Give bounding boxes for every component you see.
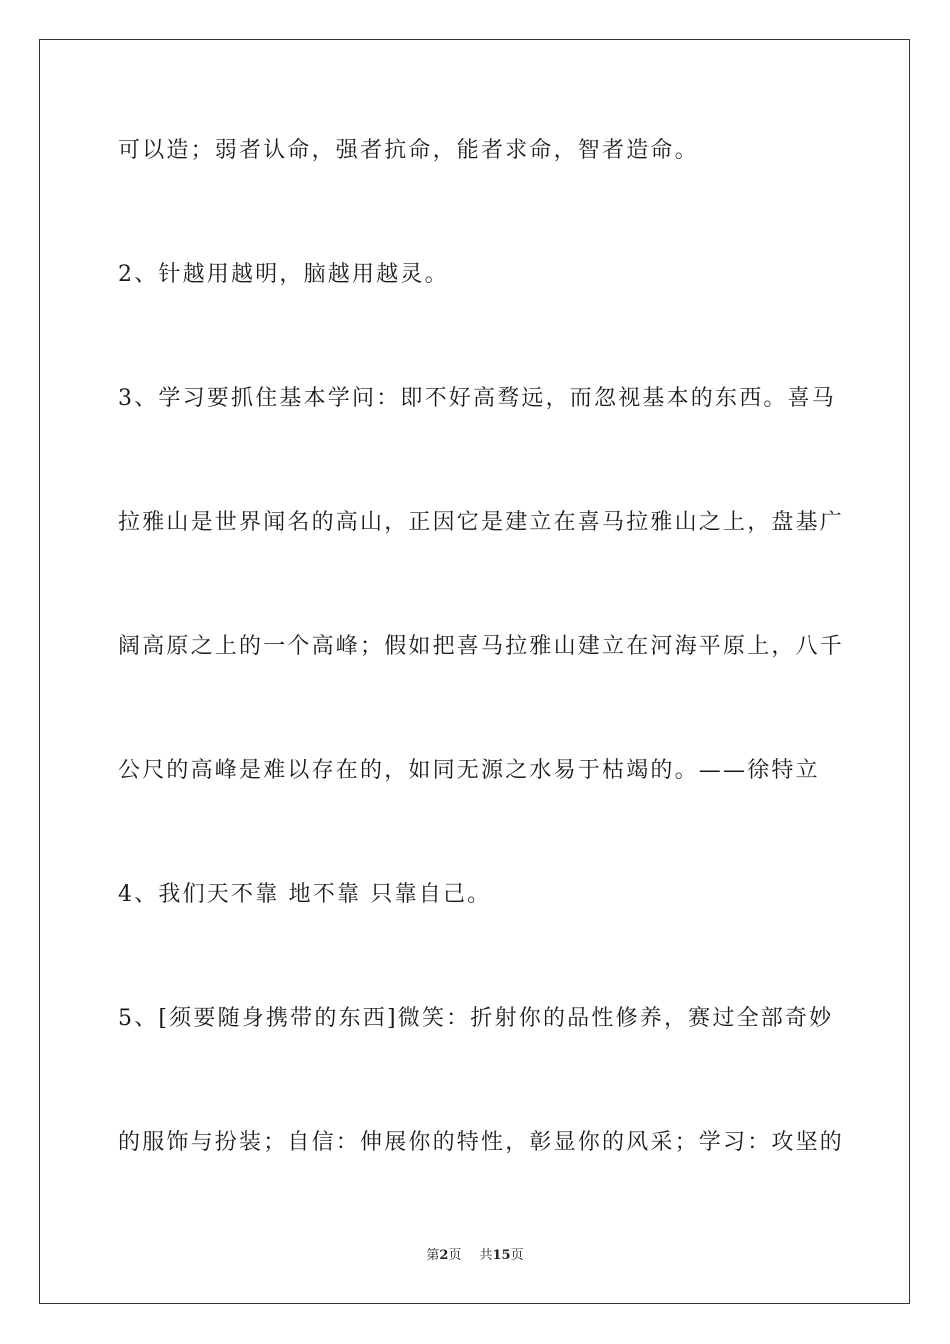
page-number: 2 <box>439 1248 449 1263</box>
text-line-8: 5、[须要随身携带的东西]微笑：折射你的品性修养，赛过全部奇妙 <box>118 1006 834 1031</box>
page-prefix: 第 <box>426 1248 440 1263</box>
text-line-4: 拉雅山是世界闻名的高山，正因它是建立在喜马拉雅山之上，盘基广 <box>118 510 845 535</box>
text-line-5: 阔高原之上的一个高峰；假如把喜马拉雅山建立在河海平原上，八千 <box>118 634 845 659</box>
text-line-2: 2、针越用越明，脑越用越灵。 <box>118 262 449 287</box>
total-pages: 15 <box>492 1248 511 1263</box>
page-footer <box>0 1247 950 1265</box>
page-border <box>39 39 910 1304</box>
text-line-7: 4、我们天不靠 地不靠 只靠自己。 <box>118 882 492 907</box>
total-prefix: 共 <box>479 1248 493 1263</box>
page-suffix: 页 <box>448 1248 462 1263</box>
total-suffix: 页 <box>510 1248 524 1263</box>
text-line-6: 公尺的高峰是难以存在的，如同无源之水易于枯竭的。——徐特立 <box>118 758 820 783</box>
text-line-1: 可以造；弱者认命，强者抗命，能者求命，智者造命。 <box>118 138 699 163</box>
text-line-3: 3、学习要抓住基本学问：即不好高骛远，而忽视基本的东西。喜马 <box>118 386 836 411</box>
text-line-9: 的服饰与扮装；自信：伸展你的特性，彰显你的风采；学习：攻坚的 <box>118 1130 845 1155</box>
